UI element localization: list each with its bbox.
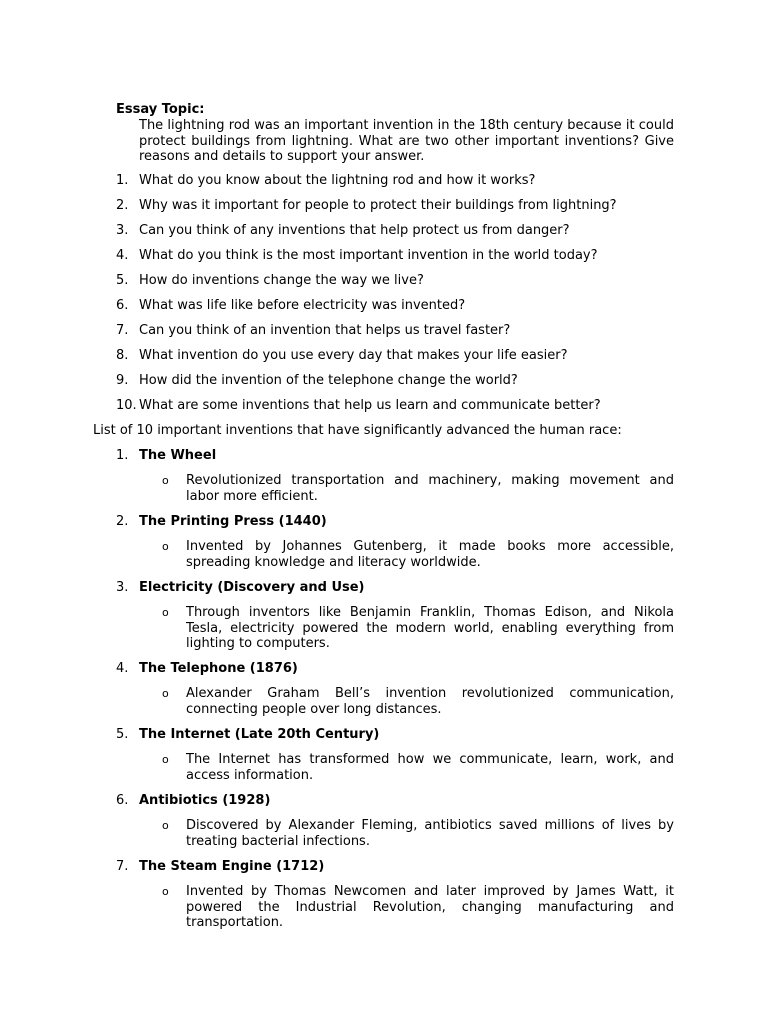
question-number: 4. [116, 248, 129, 263]
question-text: Can you think of any inventions that help protect us from danger? [139, 223, 570, 238]
question-text: What was life like before electricity was invented? [139, 298, 466, 313]
essay-prompt: The lightning rod was an important invention in the 18th century because it could protect buildings from lightning. What are two other important inventions? Give reasons and details to support your answer. [139, 118, 674, 165]
question-item [0, 173, 768, 198]
question-list [0, 173, 768, 423]
invention-number: 4. [116, 661, 129, 676]
bullet-marker: o [162, 885, 169, 898]
question-text: What do you know about the lightning rod and how it works? [139, 173, 536, 188]
invention-description: Invented by Johannes Gutenberg, it made books more accessible, spreading knowledge and literacy worldwide. [186, 539, 674, 570]
invention-title: Antibiotics (1928) [139, 793, 271, 808]
bullet-marker: o [162, 606, 169, 619]
invention-number: 1. [116, 448, 129, 463]
invention-number: 2. [116, 514, 129, 529]
question-text: What are some inventions that help us learn and communicate better? [139, 398, 601, 413]
question-item [0, 198, 768, 223]
question-number: 10. [116, 398, 137, 413]
question-number: 8. [116, 348, 129, 363]
question-number: 2. [116, 198, 129, 213]
question-text: How did the invention of the telephone change the world? [139, 373, 518, 388]
question-item [0, 398, 768, 423]
invention-number: 5. [116, 727, 129, 742]
invention-number: 7. [116, 859, 129, 874]
bullet-marker: o [162, 474, 169, 487]
invention-number: 3. [116, 580, 129, 595]
invention-title: Electricity (Discovery and Use) [139, 580, 365, 595]
invention-title: The Telephone (1876) [139, 661, 298, 676]
invention-description: The Internet has transformed how we communicate, learn, work, and access information. [186, 752, 674, 783]
question-item [0, 323, 768, 348]
invention-title: The Internet (Late 20th Century) [139, 727, 380, 742]
question-text: Can you think of an invention that helps us travel faster? [139, 323, 511, 338]
question-text: What invention do you use every day that makes your life easier? [139, 348, 568, 363]
question-number: 6. [116, 298, 129, 313]
bullet-marker: o [162, 687, 169, 700]
question-number: 9. [116, 373, 129, 388]
bullet-marker: o [162, 819, 169, 832]
question-item [0, 248, 768, 273]
bullet-marker: o [162, 753, 169, 766]
invention-description: Discovered by Alexander Fleming, antibiotics saved millions of lives by treating bacterial infections. [186, 818, 674, 849]
invention-description: Alexander Graham Bell’s invention revolutionized communication, connecting people over long distances. [186, 686, 674, 717]
invention-number: 6. [116, 793, 129, 808]
invention-description: Invented by Thomas Newcomen and later improved by James Watt, it powered the Industrial Revolution, changing manufacturing and transportation. [186, 884, 674, 931]
question-number: 3. [116, 223, 129, 238]
invention-title: The Printing Press (1440) [139, 514, 327, 529]
inventions-intro: List of 10 important inventions that have significantly advanced the human race: [93, 423, 622, 438]
question-item [0, 273, 768, 298]
bullet-marker: o [162, 540, 169, 553]
question-number: 5. [116, 273, 129, 288]
essay-topic-heading: Essay Topic: [116, 102, 205, 117]
question-text: How do inventions change the way we live? [139, 273, 424, 288]
question-text: What do you think is the most important invention in the world today? [139, 248, 598, 263]
question-text: Why was it important for people to protect their buildings from lightning? [139, 198, 617, 213]
invention-title: The Wheel [139, 448, 217, 463]
invention-title: The Steam Engine (1712) [139, 859, 325, 874]
question-number: 1. [116, 173, 129, 188]
question-item [0, 223, 768, 248]
invention-description: Through inventors like Benjamin Franklin, Thomas Edison, and Nikola Tesla, electricity powered the modern world, enabling everything from lighting to computers. [186, 605, 674, 652]
question-item [0, 298, 768, 323]
invention-description: Revolutionized transportation and machinery, making movement and labor more efficient. [186, 473, 674, 504]
question-number: 7. [116, 323, 129, 338]
question-item [0, 348, 768, 373]
question-item [0, 373, 768, 398]
